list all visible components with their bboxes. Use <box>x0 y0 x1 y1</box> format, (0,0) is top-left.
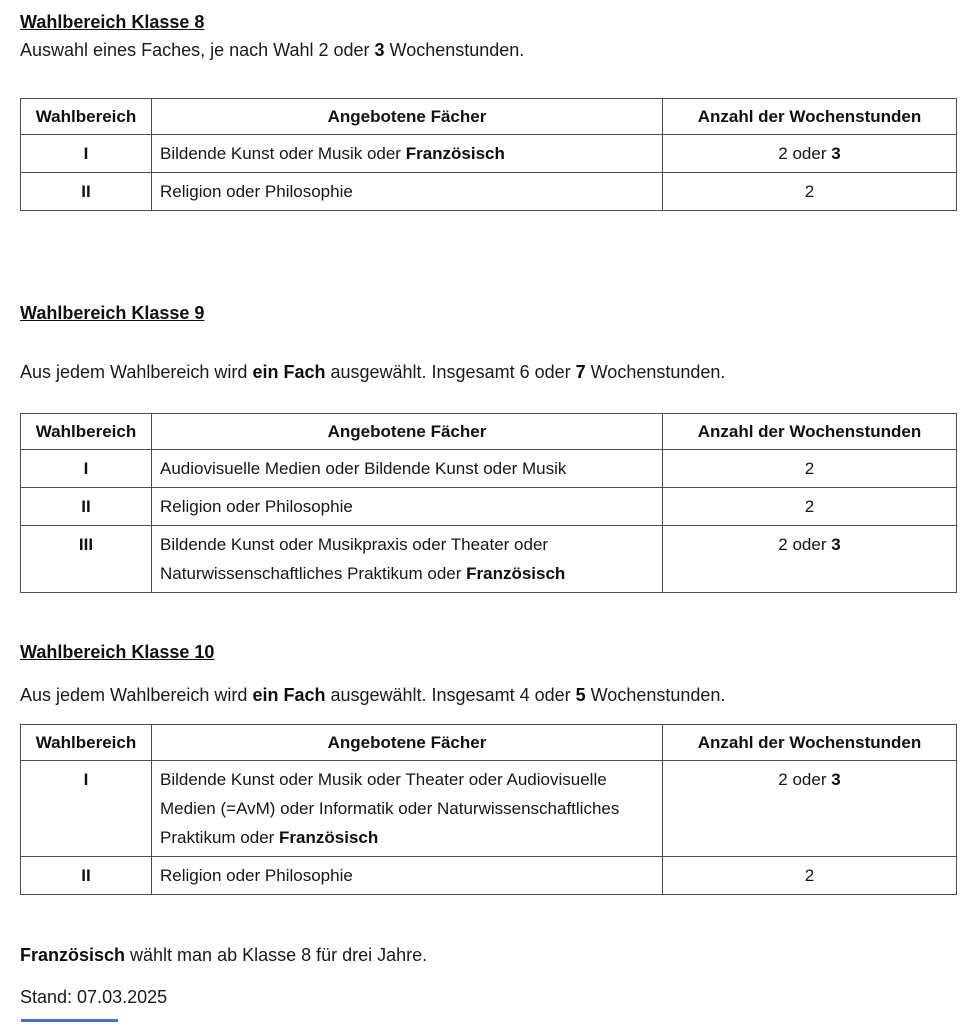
hours-cell: 2 oder 3 <box>663 761 957 857</box>
column-header-wochenstunden: Anzahl der Wochenstunden <box>663 99 957 135</box>
section-intro-klasse-10: Aus jedem Wahlbereich wird ein Fach ausgewählt. Insgesamt 4 oder 5 Wochenstunden. <box>20 685 726 705</box>
column-header-faecher: Angebotene Fächer <box>152 725 663 761</box>
french-note: Französisch wählt man ab Klasse 8 für drei Jahre. <box>20 945 428 965</box>
wahlbereich-table-klasse-8 <box>20 98 957 211</box>
table-header-row <box>21 414 957 450</box>
hours-cell: 2 <box>663 450 957 488</box>
wahlbereich-table-klasse-10 <box>20 724 957 895</box>
subjects-cell: Religion oder Philosophie <box>152 857 663 895</box>
wahlbereich-cell: II <box>21 857 152 895</box>
wahlbereich-cell: II <box>21 488 152 526</box>
hours-cell: 2 <box>663 488 957 526</box>
table-row <box>21 761 957 857</box>
hours-cell: 2 oder 3 <box>663 526 957 593</box>
subjects-cell: Religion oder Philosophie <box>152 173 663 211</box>
table-header-row <box>21 99 957 135</box>
table-row <box>21 526 957 593</box>
column-header-faecher: Angebotene Fächer <box>152 99 663 135</box>
table-header-row <box>21 725 957 761</box>
subjects-cell: Bildende Kunst oder Musik oder Theater oder Audiovisuelle Medien (=AvM) oder Informatik oder Naturwissenschaftliches Praktikum oder Französisch <box>152 761 663 857</box>
subjects-cell: Bildende Kunst oder Musikpraxis oder Theater oder Naturwissenschaftliches Praktikum oder Französisch <box>152 526 663 593</box>
section-intro-klasse-9: Aus jedem Wahlbereich wird ein Fach ausgewählt. Insgesamt 6 oder 7 Wochenstunden. <box>20 362 726 382</box>
table-row <box>21 450 957 488</box>
wahlbereich-cell: II <box>21 173 152 211</box>
section-intro-klasse-8: Auswahl eines Faches, je nach Wahl 2 oder 3 Wochenstunden. <box>20 40 525 60</box>
table-row <box>21 488 957 526</box>
section-klasse-8 <box>20 12 955 211</box>
hours-cell: 2 <box>663 173 957 211</box>
subjects-cell: Bildende Kunst oder Musik oder Französisch <box>152 135 663 173</box>
document-page <box>20 12 955 1022</box>
column-header-wahlbereich: Wahlbereich <box>21 99 152 135</box>
wahlbereich-cell: I <box>21 761 152 857</box>
subjects-cell: Audiovisuelle Medien oder Bildende Kunst oder Musik <box>152 450 663 488</box>
wahlbereich-cell: I <box>21 450 152 488</box>
column-header-wahlbereich: Wahlbereich <box>21 414 152 450</box>
subjects-cell: Religion oder Philosophie <box>152 488 663 526</box>
table-row <box>21 857 957 895</box>
wahlbereich-cell: I <box>21 135 152 173</box>
section-heading-klasse-8: Wahlbereich Klasse 8 <box>20 12 205 32</box>
section-heading-klasse-9: Wahlbereich Klasse 9 <box>20 303 205 323</box>
section-heading-klasse-10: Wahlbereich Klasse 10 <box>20 642 215 662</box>
table-row <box>21 135 957 173</box>
section-klasse-9 <box>20 303 955 593</box>
wahlbereich-table-klasse-9 <box>20 413 957 593</box>
column-header-wochenstunden: Anzahl der Wochenstunden <box>663 725 957 761</box>
column-header-faecher: Angebotene Fächer <box>152 414 663 450</box>
wahlbereich-cell: III <box>21 526 152 593</box>
hours-cell: 2 oder 3 <box>663 135 957 173</box>
hours-cell: 2 <box>663 857 957 895</box>
section-klasse-10 <box>20 642 955 895</box>
table-row <box>21 173 957 211</box>
column-header-wochenstunden: Anzahl der Wochenstunden <box>663 414 957 450</box>
stand-date: Stand: 07.03.2025 <box>20 987 168 1007</box>
column-header-wahlbereich: Wahlbereich <box>21 725 152 761</box>
